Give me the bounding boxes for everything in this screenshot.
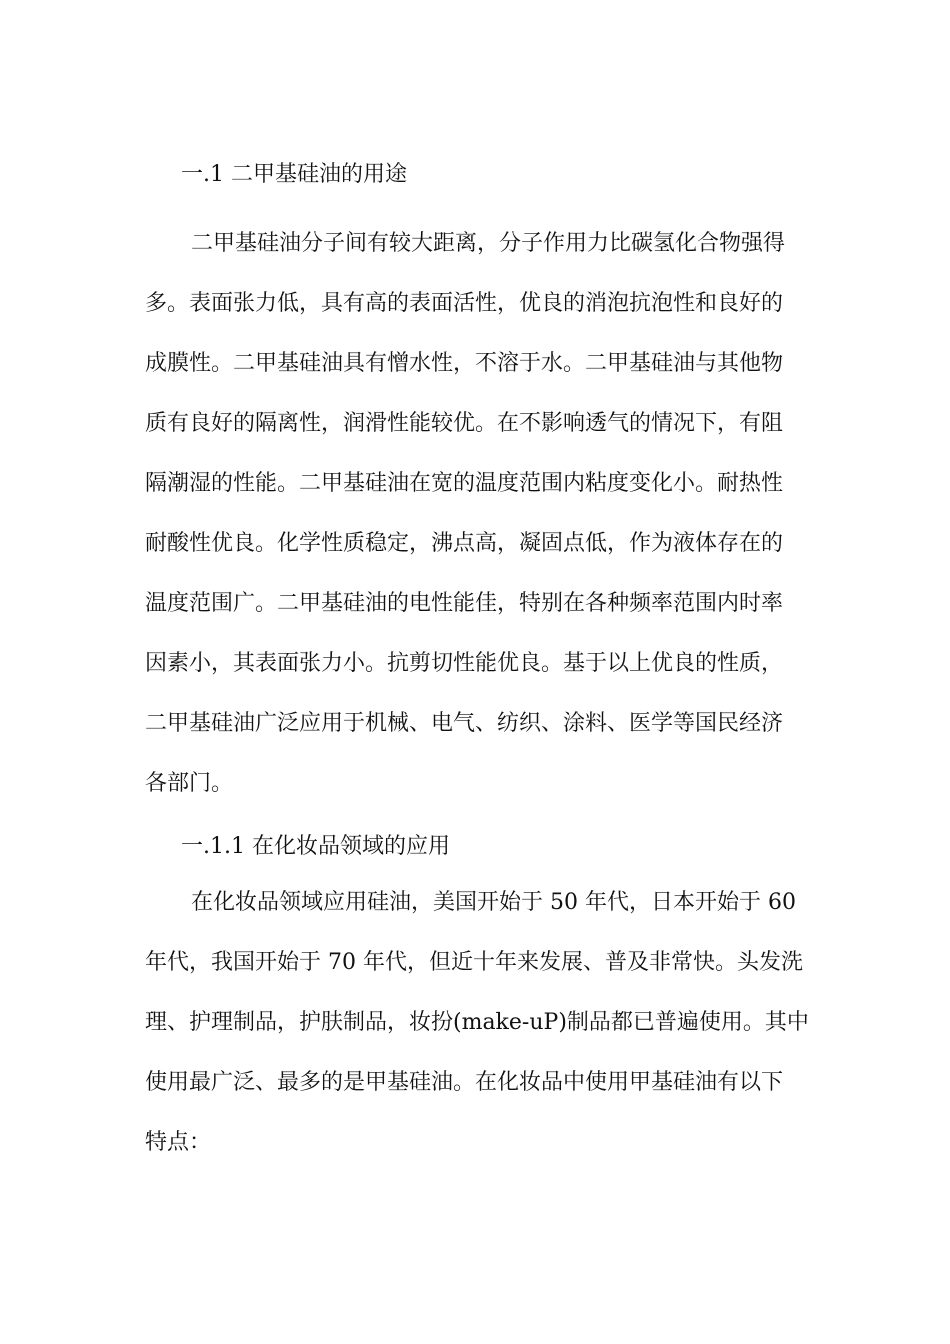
subsection-heading: 一.1.1 在化妆品领域的应用	[181, 834, 450, 859]
paragraph-line: 使用最广泛、最多的是甲基硅油。在化妆品中使用甲基硅油有以下	[145, 1070, 784, 1095]
paragraph-line: 多。表面张力低，具有高的表面活性，优良的消泡抗泡性和良好的	[145, 291, 784, 316]
paragraph-line: 各部门。	[145, 771, 234, 796]
paragraph-line: 隔潮湿的性能。二甲基硅油在宽的温度范围内粘度变化小。耐热性	[145, 471, 784, 496]
paragraph-line: 温度范围广。二甲基硅油的电性能佳，特别在各种频率范围内时率	[145, 591, 784, 616]
paragraph-line: 年代，我国开始于 70 年代，但近十年来发展、普及非常快。头发洗	[145, 950, 803, 975]
paragraph-line: 因素小，其表面张力小。抗剪切性能优良。基于以上优良的性质，	[145, 651, 784, 676]
paragraph-line: 二甲基硅油分子间有较大距离，分子作用力比碳氢化合物强得	[191, 231, 786, 256]
paragraph-line: 成膜性。二甲基硅油具有憎水性，不溶于水。二甲基硅油与其他物	[145, 351, 784, 376]
paragraph-line: 特点：	[145, 1130, 212, 1155]
paragraph-line: 耐酸性优良。化学性质稳定，沸点高，凝固点低，作为液体存在的	[145, 531, 784, 556]
paragraph-line: 理、护理制品，护肤制品，妆扮(make-uP)制品都已普遍使用。其中	[145, 1010, 809, 1035]
paragraph-line: 二甲基硅油广泛应用于机械、电气、纺织、涂料、医学等国民经济	[145, 711, 784, 736]
section-heading: 一.1 二甲基硅油的用途	[181, 162, 407, 187]
paragraph-line: 质有良好的隔离性，润滑性能较优。在不影响透气的情况下，有阻	[145, 411, 784, 436]
paragraph-line: 在化妆品领域应用硅油，美国开始于 50 年代，日本开始于 60	[191, 890, 796, 915]
